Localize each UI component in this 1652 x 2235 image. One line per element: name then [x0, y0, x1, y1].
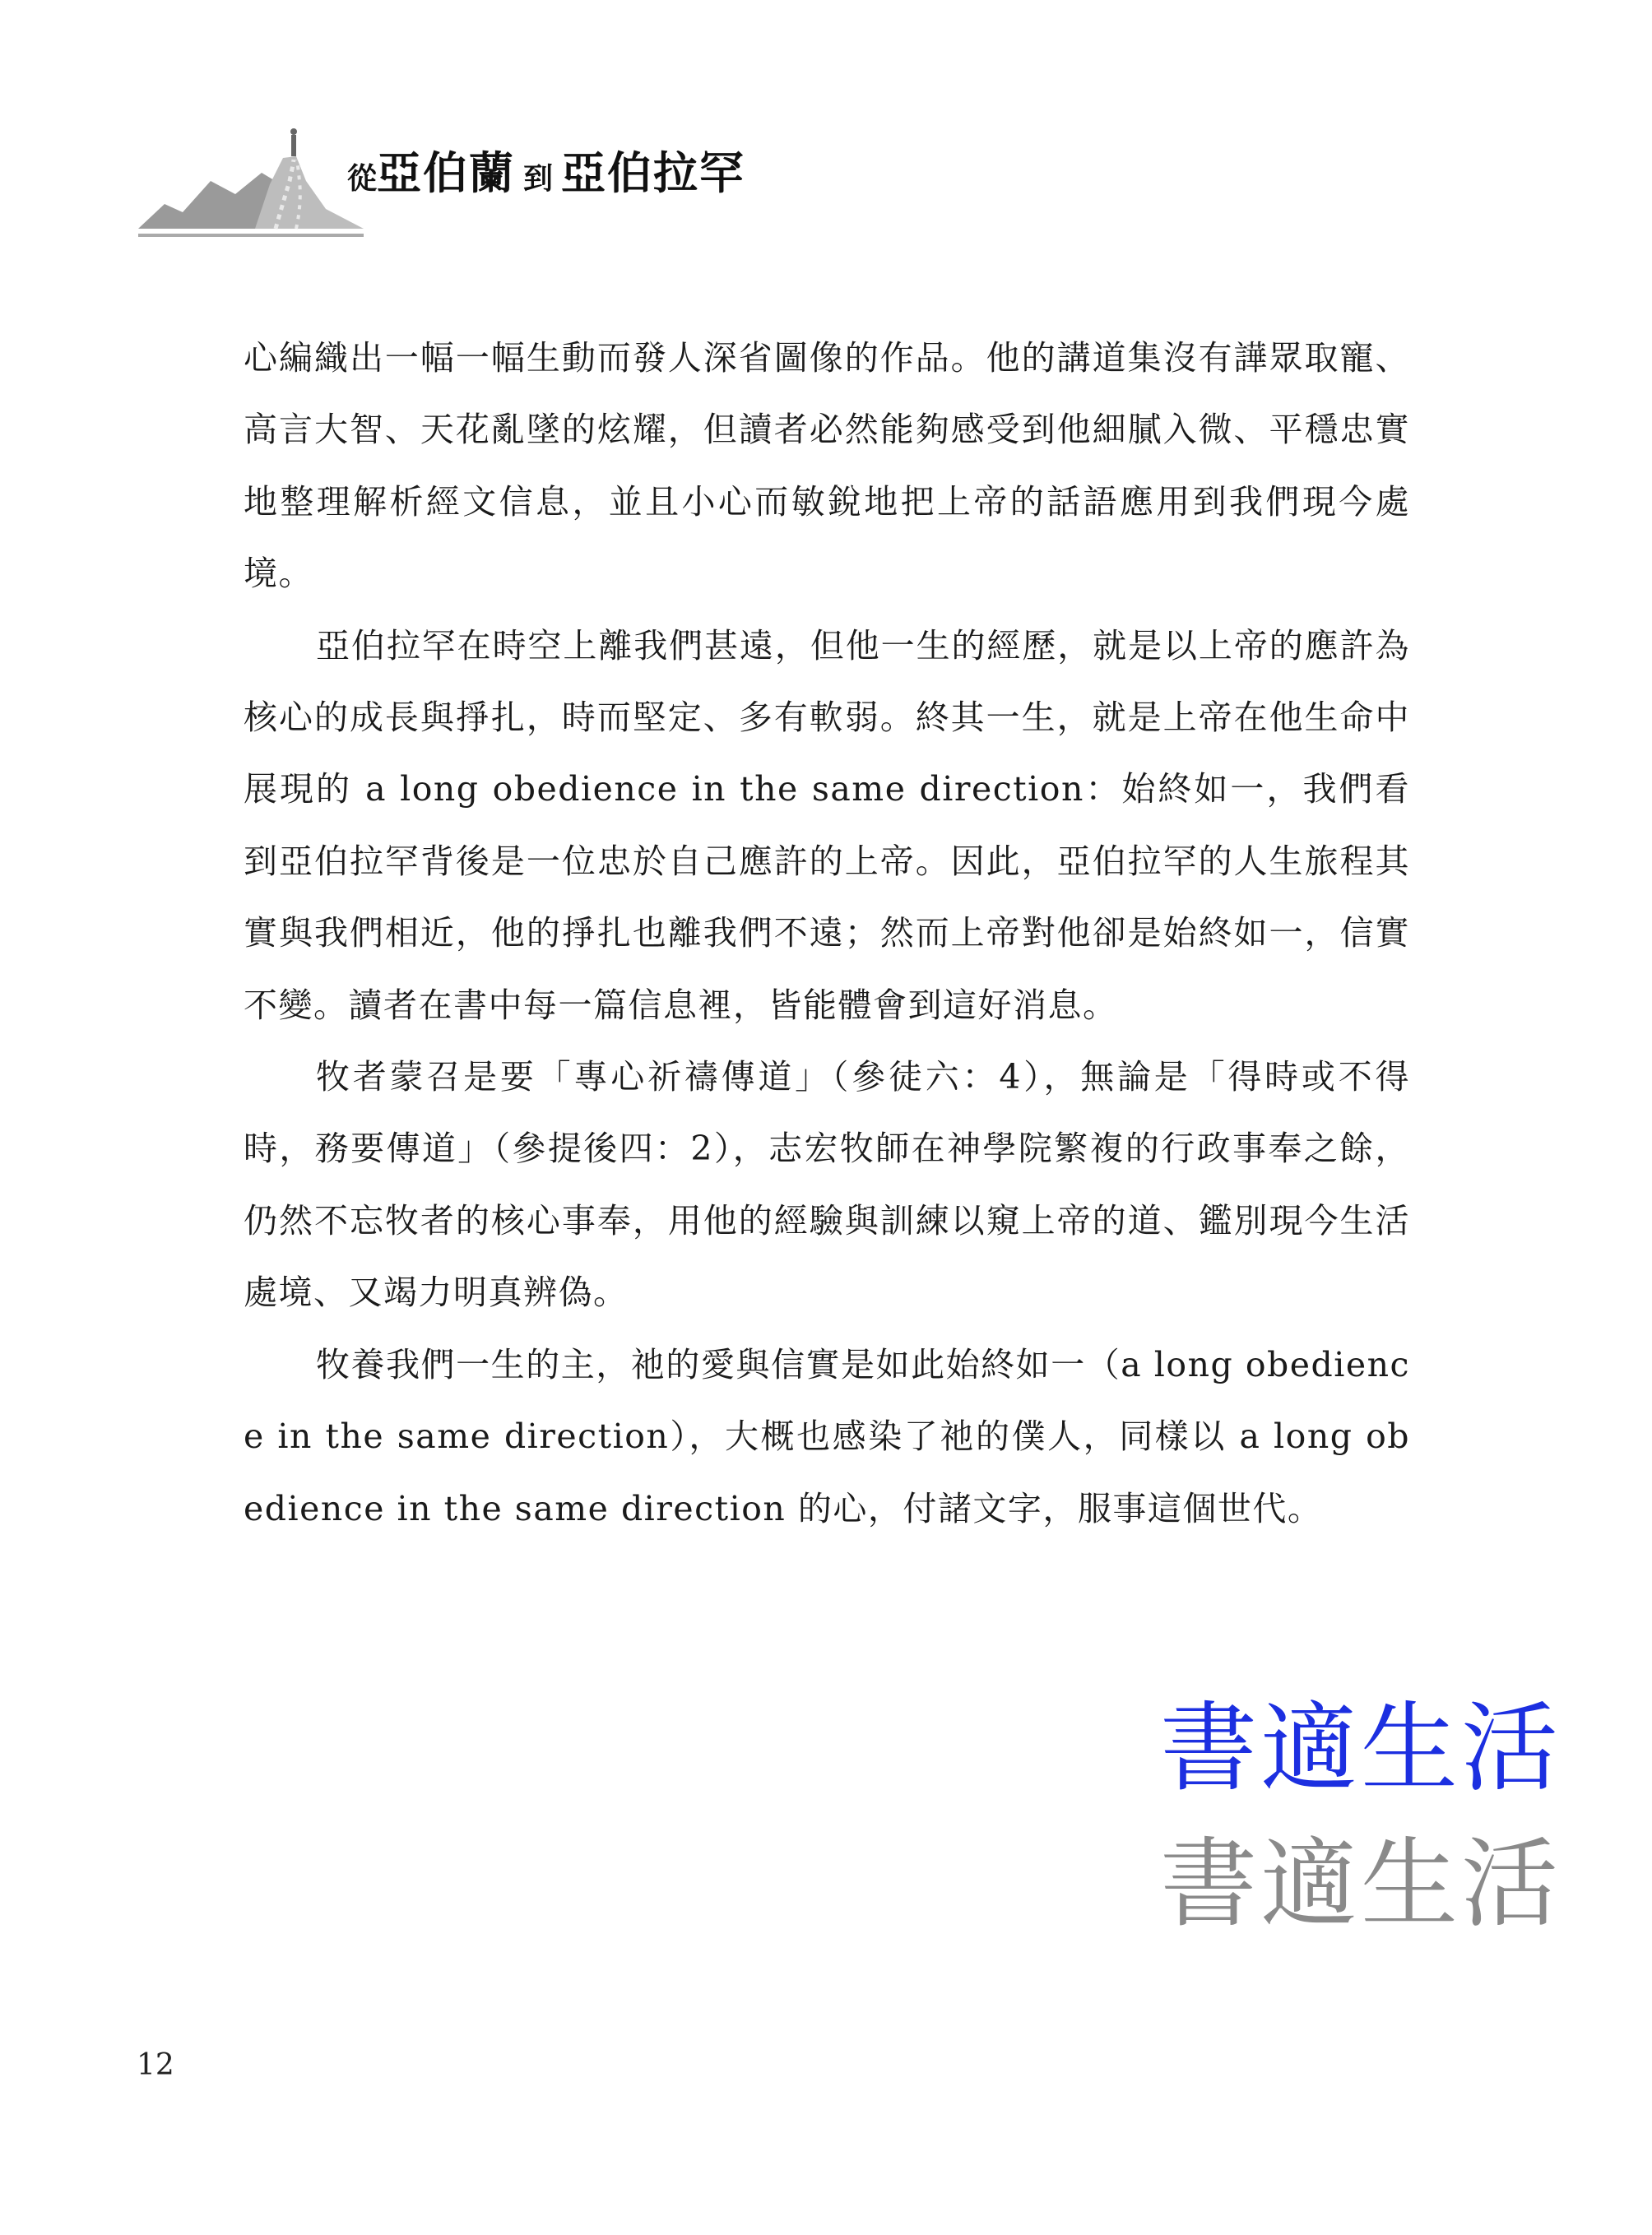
watermark-blue: 書適生活: [1159, 1691, 1562, 1805]
mountain-path-icon: [132, 123, 378, 239]
book-title: [347, 138, 745, 202]
body-text: [244, 322, 1410, 1545]
paragraph-4: 牧養我們一生的主，祂的愛與信實是如此始終如一（a long obedience in the same direction），大概也感染了祂的僕人，同樣以 a long obedience in the same direction 的心，付諸文字，服事這個世代。: [244, 1344, 1410, 1528]
title-part2: 亞伯拉罕: [561, 146, 746, 199]
title-connector: 到: [523, 161, 554, 196]
paragraph-3: 牧者蒙召是要「專心祈禱傳道」（參徒六：4），無論是「得時或不得時，務要傳道」（參提後四：2），志宏牧師在神學院繁複的行政事奉之餘，仍然不忘牧者的核心事奉，用他的經驗與訓練以窺上帝的道、鑑別現今生活處境、又竭力明真辨偽。: [244, 1057, 1410, 1313]
running-header: [132, 123, 806, 239]
title-prefix: 從: [347, 161, 378, 196]
watermark-gray: 書適生活: [1159, 1827, 1562, 1941]
paragraph-2: 亞伯拉罕在時空上離我們甚遠，但他一生的經歷，就是以上帝的應許為核心的成長與掙扎，時而堅定、多有軟弱。終其一生，就是上帝在他生命中展現的 a long obedience in the same direction：始終如一，我們看到亞伯拉罕背後是一位忠於自己應許的上帝。因此，亞伯拉罕的人生旅程其實與我們相近，他的掙扎也離我們不遠；然而上帝對他卻是始終如一，信實不變。讀者在書中每一篇信息裡，皆能體會到這好消息。: [244, 625, 1410, 1025]
title-part1: 亞伯蘭: [377, 146, 516, 199]
page-number: 12: [137, 2048, 174, 2082]
paragraph-1: 心編織出一幅一幅生動而發人深省圖像的作品。他的講道集沒有譁眾取寵、高言大智、天花亂墜的炫耀，但讀者必然能夠感受到他細膩入微、平穩忠實地整理解析經文信息，並且小心而敏銳地把上帝的話語應用到我們現今處境。: [244, 338, 1410, 594]
